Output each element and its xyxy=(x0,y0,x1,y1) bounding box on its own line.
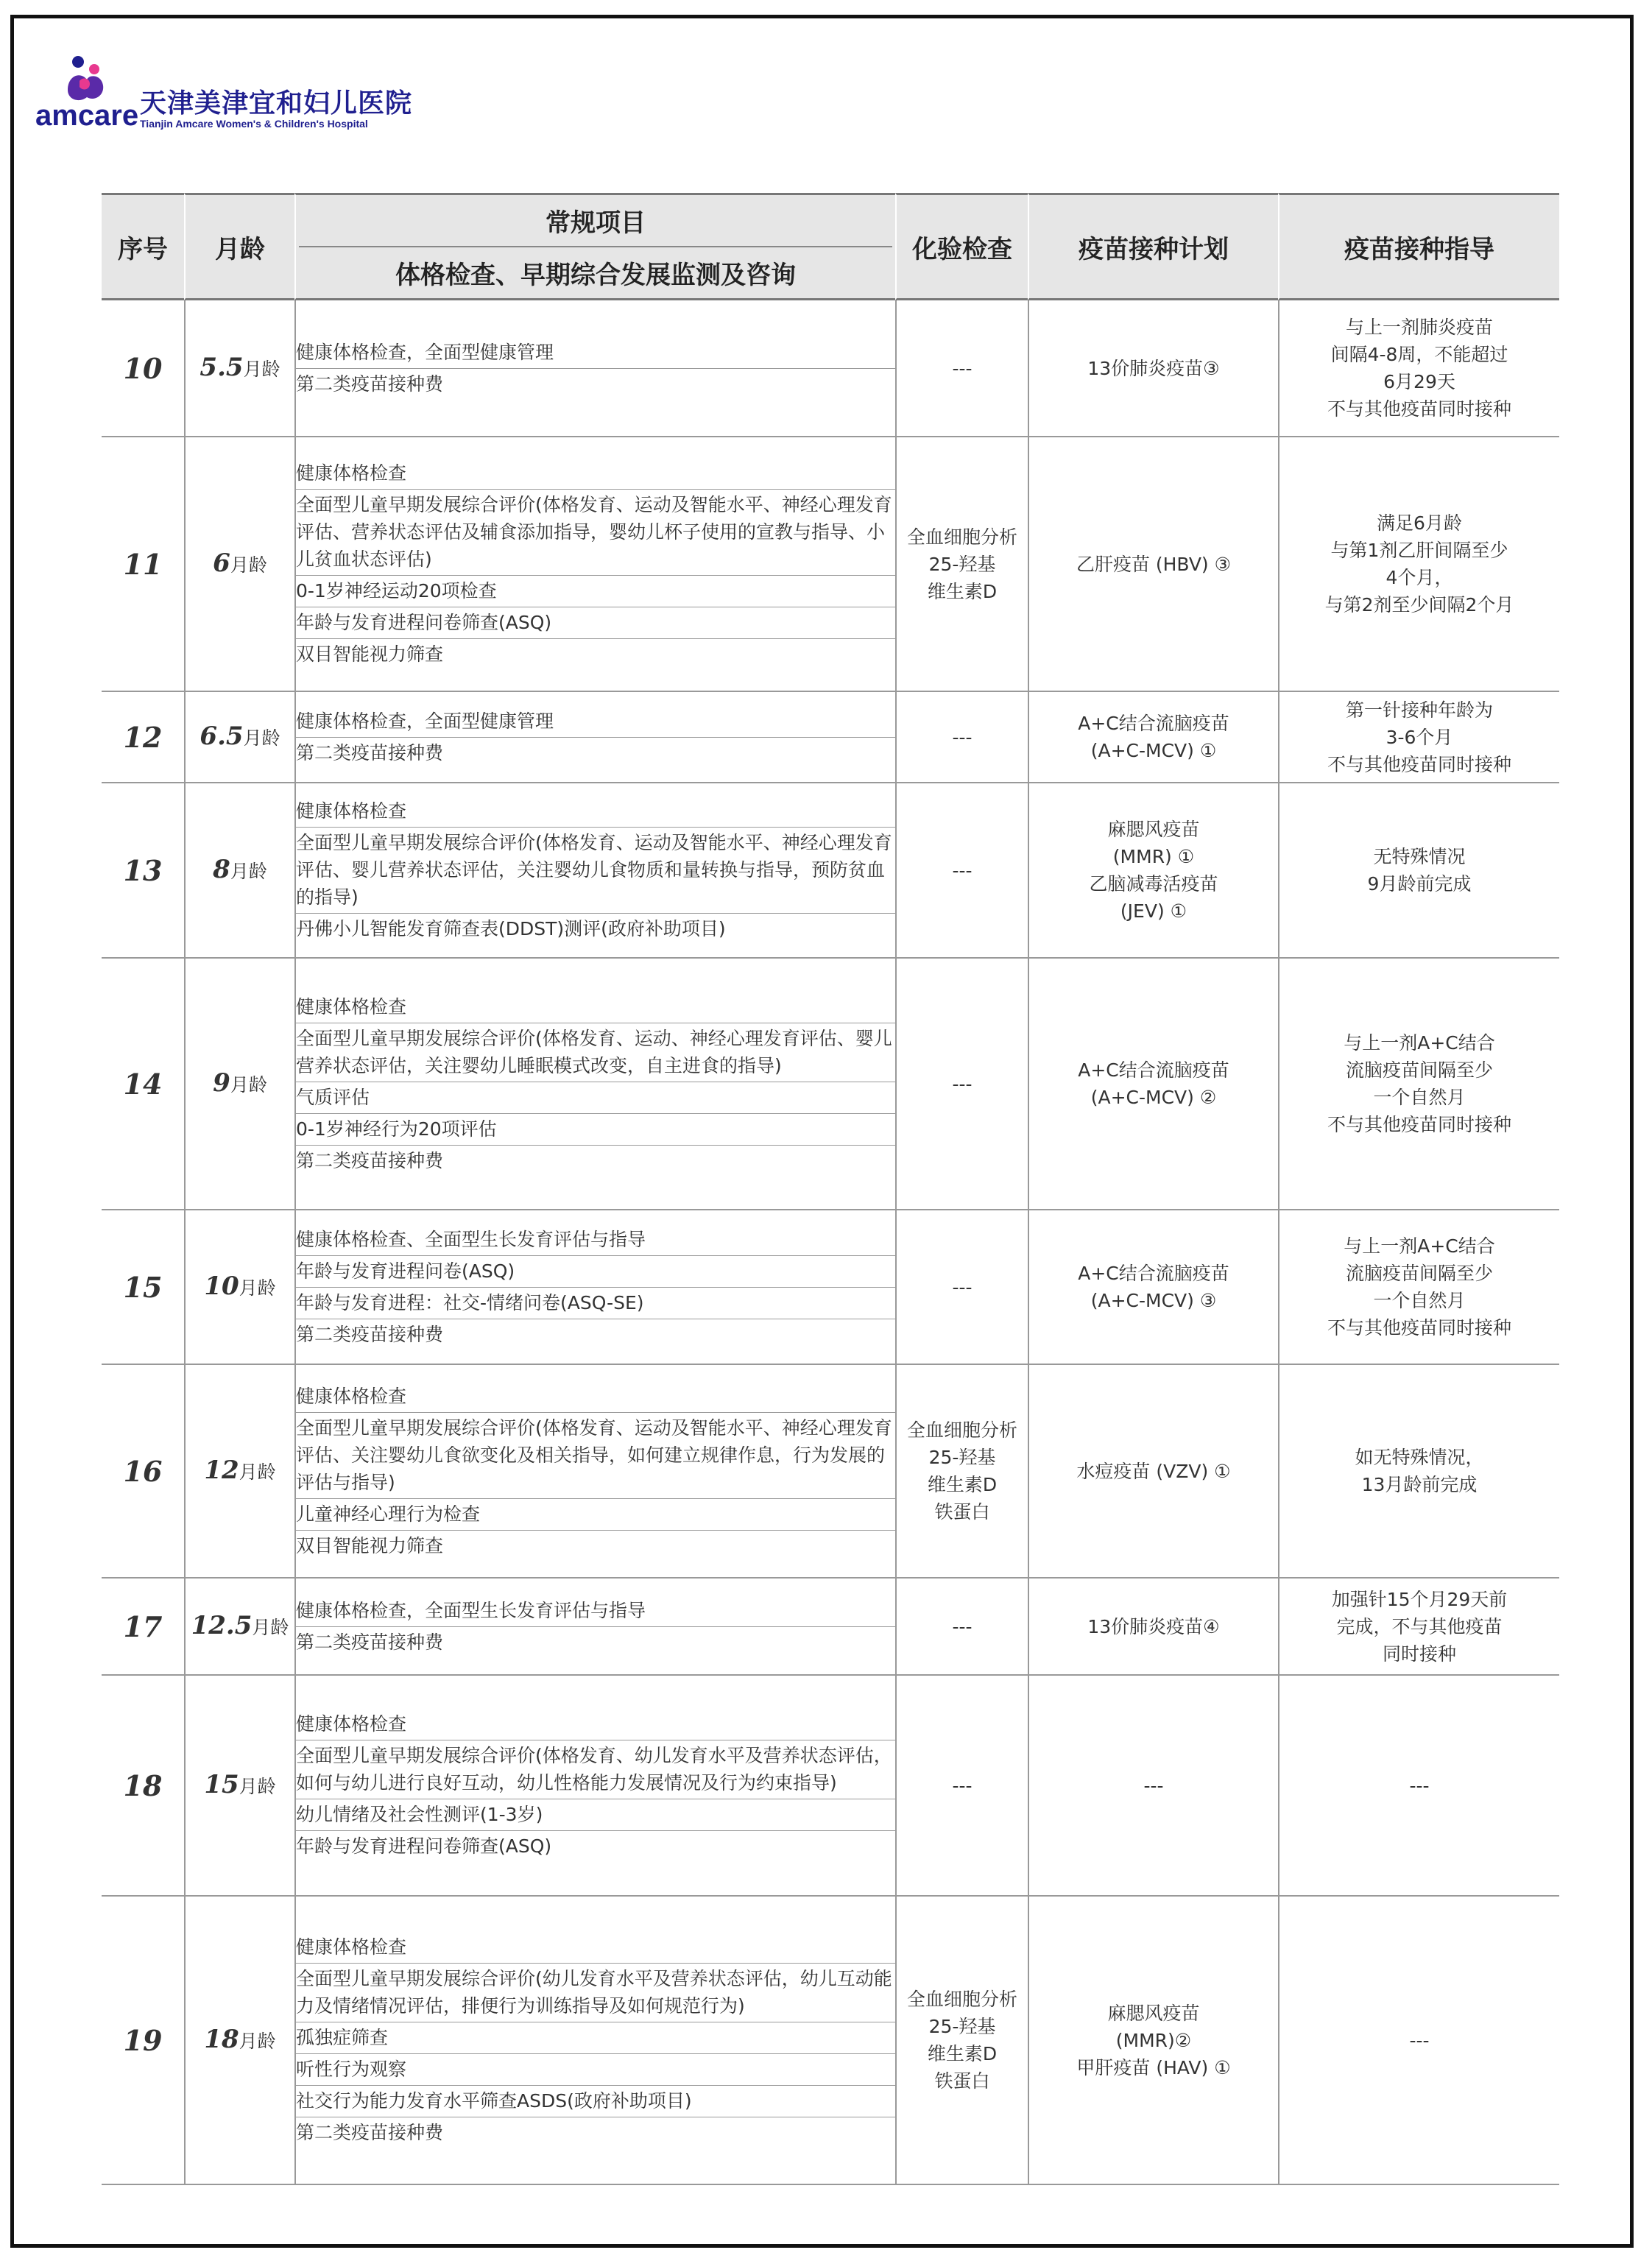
routine-item: 健康体格检查 xyxy=(296,796,895,828)
age-number: 9 xyxy=(213,1068,230,1098)
lab-tests xyxy=(895,1365,1028,1579)
age-unit: 月龄 xyxy=(239,2030,276,2052)
lab-tests-line: 维生素D xyxy=(927,580,998,602)
row-seq: 13 xyxy=(102,783,184,959)
row-seq: 12 xyxy=(102,692,184,783)
routine-items xyxy=(294,783,895,959)
header-age: 月龄 xyxy=(184,193,294,300)
lab-tests-line: --- xyxy=(952,1615,973,1637)
lab-tests-line: 维生素D xyxy=(927,1474,998,1495)
routine-item: 第二类疫苗接种费 xyxy=(296,1323,444,1345)
lab-tests-line: --- xyxy=(952,726,973,748)
routine-item: 健康体格检查 xyxy=(296,1932,895,1964)
lab-tests-line: 全血细胞分析 xyxy=(906,526,1017,548)
table-row xyxy=(102,692,1559,783)
vaccine-guide-line: 与第2剂至少间隔2个月 xyxy=(1324,594,1514,615)
vaccine-plan-line: A+C结合流脑疫苗 xyxy=(1078,713,1229,734)
vaccine-plan xyxy=(1028,1579,1278,1676)
lab-tests xyxy=(895,692,1028,783)
vaccine-guide-line: 4个月， xyxy=(1386,567,1453,588)
table-header-row xyxy=(102,193,1559,300)
routine-items xyxy=(294,1365,895,1579)
hospital-logo xyxy=(35,52,448,133)
vaccine-guide-line: 不与其他疫苗同时接种 xyxy=(1327,1114,1511,1135)
vaccine-plan-line: (MMR) ① xyxy=(1112,846,1195,867)
row-age xyxy=(184,300,294,437)
vaccine-plan xyxy=(1028,437,1278,692)
routine-item: 全面型儿童早期发展综合评价(体格发育、运动及智能水平、神经心理发育评估、关注婴幼儿食欲变化及相关指导，如何建立规律作息，行为发展的评估与指导) xyxy=(296,1413,895,1499)
amcare-logo-icon xyxy=(35,52,138,131)
age-unit: 月龄 xyxy=(230,1073,267,1096)
lab-tests-line: 维生素D xyxy=(927,2043,998,2064)
vaccine-plan-line: (A+C-MCV) ① xyxy=(1090,740,1217,761)
hospital-name-en: Tianjin Amcare Women's & Children's Hospital xyxy=(140,118,368,130)
routine-item: 第二类疫苗接种费 xyxy=(296,741,444,763)
routine-item: 第二类疫苗接种费 xyxy=(296,2122,444,2143)
row-seq: 18 xyxy=(102,1676,184,1897)
vaccine-guide-line: 与上一剂A+C结合 xyxy=(1344,1235,1495,1257)
lab-tests-line: 铁蛋白 xyxy=(934,2070,990,2092)
routine-items xyxy=(294,1897,895,2185)
row-seq: 19 xyxy=(102,1897,184,2185)
vaccine-guide-line: 流脑疫苗间隔至少 xyxy=(1345,1059,1493,1081)
vaccine-guide-line: 间隔4-8周，不能超过 xyxy=(1330,344,1508,365)
routine-item: 孤独症筛查 xyxy=(296,2022,895,2054)
table-row xyxy=(102,959,1559,1210)
header-routine-title: 常规项目 xyxy=(299,195,892,247)
vaccine-guide xyxy=(1278,1210,1559,1365)
vaccine-guide xyxy=(1278,959,1559,1210)
age-number: 15 xyxy=(204,1769,239,1799)
vaccine-plan-line: 13价肺炎疫苗③ xyxy=(1087,357,1220,379)
checkup-schedule-table xyxy=(102,193,1559,2185)
row-age xyxy=(184,959,294,1210)
vaccine-guide-line: 不与其他疫苗同时接种 xyxy=(1327,1317,1511,1338)
lab-tests-line: 全血细胞分析 xyxy=(906,1419,1017,1441)
vaccine-guide xyxy=(1278,1676,1559,1897)
routine-item: 社交行为能力发育水平筛查ASDS(政府补助项目) xyxy=(296,2086,895,2117)
routine-item: 健康体格检查，全面型生长发育评估与指导 xyxy=(296,1595,895,1627)
vaccine-guide xyxy=(1278,437,1559,692)
routine-items xyxy=(294,1676,895,1897)
vaccine-plan xyxy=(1028,692,1278,783)
vaccine-plan-line: (A+C-MCV) ③ xyxy=(1090,1290,1217,1311)
routine-item: 全面型儿童早期发展综合评价(体格发育、运动、神经心理发育评估、婴儿营养状态评估，关注婴幼儿睡眠模式改变，自主进食的指导) xyxy=(296,1023,895,1082)
lab-tests-line: 全血细胞分析 xyxy=(906,1989,1017,2010)
routine-item: 0-1岁神经运动20项检查 xyxy=(296,576,895,607)
table-row xyxy=(102,783,1559,959)
row-age xyxy=(184,437,294,692)
vaccine-guide xyxy=(1278,1365,1559,1579)
vaccine-plan-line: 麻腮风疫苗 xyxy=(1107,2002,1200,2024)
routine-item: 健康体格检查 xyxy=(296,1709,895,1740)
vaccine-guide-line: 加强针15个月29天前 xyxy=(1331,1588,1508,1610)
hospital-name-cn: 天津美津宜和妇儿医院 xyxy=(140,88,413,119)
lab-tests xyxy=(895,1897,1028,2185)
vaccine-plan-line: --- xyxy=(1143,1774,1164,1796)
row-seq: 17 xyxy=(102,1579,184,1676)
vaccine-plan-line: (A+C-MCV) ② xyxy=(1090,1087,1217,1108)
table-row xyxy=(102,1897,1559,2185)
header-routine xyxy=(294,193,895,300)
table-row xyxy=(102,1210,1559,1365)
age-number: 10 xyxy=(204,1271,239,1301)
vaccine-guide xyxy=(1278,1897,1559,2185)
lab-tests-line: 25-羟基 xyxy=(928,553,996,575)
table-row xyxy=(102,437,1559,692)
row-age xyxy=(184,1210,294,1365)
age-unit: 月龄 xyxy=(243,358,280,380)
row-age xyxy=(184,692,294,783)
routine-item: 气质评估 xyxy=(296,1082,895,1114)
vaccine-plan-line: 13价肺炎疫苗④ xyxy=(1087,1615,1220,1637)
vaccine-guide-line: 如无特殊情况， xyxy=(1355,1447,1484,1468)
routine-item: 儿童神经心理行为检查 xyxy=(296,1499,895,1531)
age-number: 12 xyxy=(204,1455,239,1485)
vaccine-plan xyxy=(1028,959,1278,1210)
age-unit: 月龄 xyxy=(239,1461,276,1483)
vaccine-guide-line: 13月龄前完成 xyxy=(1361,1474,1478,1495)
routine-item: 健康体格检查，全面型健康管理 xyxy=(296,706,895,738)
row-seq: 14 xyxy=(102,959,184,1210)
routine-item: 年龄与发育进程问卷(ASQ) xyxy=(296,1256,895,1288)
vaccine-plan-line: A+C结合流脑疫苗 xyxy=(1078,1263,1229,1284)
vaccine-plan-line: A+C结合流脑疫苗 xyxy=(1078,1059,1229,1081)
row-seq: 16 xyxy=(102,1365,184,1579)
lab-tests-line: --- xyxy=(952,357,973,379)
vaccine-guide-line: --- xyxy=(1409,2029,1430,2051)
age-number: 18 xyxy=(204,2024,239,2054)
header-routine-sub: 体格检查、早期综合发展监测及咨询 xyxy=(395,261,796,290)
vaccine-plan-line: 乙脑减毒活疫苗 xyxy=(1089,873,1218,895)
vaccine-guide-line: --- xyxy=(1409,1774,1430,1796)
header-vaccine-plan: 疫苗接种计划 xyxy=(1028,193,1278,300)
lab-tests xyxy=(895,959,1028,1210)
routine-items xyxy=(294,692,895,783)
vaccine-guide xyxy=(1278,783,1559,959)
vaccine-plan xyxy=(1028,300,1278,437)
vaccine-plan-line: (JEV) ① xyxy=(1120,900,1187,922)
lab-tests xyxy=(895,1210,1028,1365)
header-seq: 序号 xyxy=(102,193,184,300)
row-seq: 10 xyxy=(102,300,184,437)
vaccine-plan xyxy=(1028,1210,1278,1365)
routine-item: 0-1岁神经行为20项评估 xyxy=(296,1114,895,1146)
vaccine-guide-line: 与上一剂A+C结合 xyxy=(1344,1032,1495,1054)
lab-tests-line: --- xyxy=(952,859,973,881)
routine-item: 年龄与发育进程问卷筛查(ASQ) xyxy=(296,1835,552,1857)
age-unit: 月龄 xyxy=(252,1616,289,1638)
routine-item: 健康体格检查 xyxy=(296,1381,895,1413)
age-unit: 月龄 xyxy=(230,860,267,882)
lab-tests xyxy=(895,783,1028,959)
routine-item: 全面型儿童早期发展综合评价(幼儿发育水平及营养状态评估，幼儿互动能力及情绪情况评估，排便行为训练指导及如何规范行为) xyxy=(296,1964,895,2022)
vaccine-guide-line: 9月龄前完成 xyxy=(1367,873,1472,895)
header-lab: 化验检查 xyxy=(895,193,1028,300)
routine-item: 双目智能视力筛查 xyxy=(296,643,444,665)
lab-tests xyxy=(895,437,1028,692)
routine-items xyxy=(294,1210,895,1365)
routine-items xyxy=(294,1579,895,1676)
age-unit: 月龄 xyxy=(243,727,280,749)
row-age xyxy=(184,1897,294,2185)
age-unit: 月龄 xyxy=(239,1277,276,1299)
age-number: 6.5 xyxy=(200,721,244,751)
row-seq: 11 xyxy=(102,437,184,692)
routine-item: 健康体格检查，全面型健康管理 xyxy=(296,337,895,369)
table-row xyxy=(102,300,1559,437)
vaccine-guide-line: 无特殊情况 xyxy=(1373,846,1466,867)
routine-item: 全面型儿童早期发展综合评价(体格发育、幼儿发育水平及营养状态评估，如何与幼儿进行良好互动，幼儿性格能力发展情况及行为约束指导) xyxy=(296,1740,895,1799)
vaccine-guide-line: 满足6月龄 xyxy=(1377,512,1462,534)
vaccine-guide xyxy=(1278,692,1559,783)
routine-item: 幼儿情绪及社会性测评(1-3岁) xyxy=(296,1799,895,1831)
vaccine-guide-line: 完成，不与其他疫苗 xyxy=(1336,1615,1503,1637)
lab-tests xyxy=(895,300,1028,437)
lab-tests xyxy=(895,1579,1028,1676)
vaccine-guide-line: 6月29天 xyxy=(1383,371,1455,392)
routine-item: 健康体格检查 xyxy=(296,992,895,1023)
vaccine-guide-line: 不与其他疫苗同时接种 xyxy=(1327,398,1511,420)
lab-tests-line: --- xyxy=(952,1774,973,1796)
lab-tests-line: --- xyxy=(952,1276,973,1298)
vaccine-plan-line: 乙肝疫苗 (HBV) ③ xyxy=(1076,553,1232,575)
vaccine-plan xyxy=(1028,1897,1278,2185)
row-age xyxy=(184,1676,294,1897)
svg-text:amcare: amcare xyxy=(35,99,138,131)
vaccine-guide-line: 一个自然月 xyxy=(1373,1290,1466,1311)
routine-item: 年龄与发育进程问卷筛查(ASQ) xyxy=(296,607,895,639)
vaccine-plan-line: (MMR)② xyxy=(1115,2029,1192,2051)
routine-item: 丹佛小儿智能发育筛查表(DDST)测评(政府补助项目) xyxy=(296,918,726,939)
vaccine-guide-line: 流脑疫苗间隔至少 xyxy=(1345,1263,1493,1284)
vaccine-plan xyxy=(1028,1676,1278,1897)
routine-item: 健康体格检查、全面型生长发育评估与指导 xyxy=(296,1224,895,1256)
lab-tests-line: --- xyxy=(952,1073,973,1095)
row-age xyxy=(184,1365,294,1579)
age-number: 8 xyxy=(213,854,230,884)
vaccine-guide-line: 第一针接种年龄为 xyxy=(1345,699,1493,721)
vaccine-plan-line: 甲肝疫苗 (HAV) ① xyxy=(1076,2056,1231,2078)
age-number: 5.5 xyxy=(200,352,244,382)
lab-tests-line: 25-羟基 xyxy=(928,2016,996,2037)
routine-item: 双目智能视力筛查 xyxy=(296,1534,444,1556)
lab-tests-line: 25-羟基 xyxy=(928,1447,996,1468)
vaccine-guide-line: 同时接种 xyxy=(1382,1643,1456,1665)
table-row xyxy=(102,1365,1559,1579)
age-number: 6 xyxy=(213,548,230,578)
vaccine-guide xyxy=(1278,1579,1559,1676)
vaccine-guide-line: 不与其他疫苗同时接种 xyxy=(1327,753,1511,775)
vaccine-plan xyxy=(1028,783,1278,959)
vaccine-plan-line: 麻腮风疫苗 xyxy=(1107,819,1200,840)
routine-items xyxy=(294,300,895,437)
routine-item: 全面型儿童早期发展综合评价(体格发育、运动及智能水平、神经心理发育评估、营养状态评估及辅食添加指导，婴幼儿杯子使用的宣教与指导、小儿贫血状态评估) xyxy=(296,490,895,576)
vaccine-guide-line: 一个自然月 xyxy=(1373,1087,1466,1108)
routine-item: 第二类疫苗接种费 xyxy=(296,1631,444,1653)
age-unit: 月龄 xyxy=(239,1775,276,1797)
table-row xyxy=(102,1579,1559,1676)
vaccine-guide xyxy=(1278,300,1559,437)
vaccine-guide-line: 与第1剂乙肝间隔至少 xyxy=(1330,540,1508,561)
routine-item: 听性行为观察 xyxy=(296,2054,895,2086)
routine-item: 年龄与发育进程：社交-情绪问卷(ASQ-SE) xyxy=(296,1288,895,1319)
routine-item: 第二类疫苗接种费 xyxy=(296,1149,444,1171)
row-age xyxy=(184,1579,294,1676)
routine-item: 全面型儿童早期发展综合评价(体格发育、运动及智能水平、神经心理发育评估、婴儿营养状态评估，关注婴幼儿食物质和量转换与指导，预防贫血的指导) xyxy=(296,828,895,914)
vaccine-guide-line: 与上一剂肺炎疫苗 xyxy=(1345,317,1493,338)
routine-item: 健康体格检查 xyxy=(296,458,895,490)
lab-tests-line: 铁蛋白 xyxy=(934,1501,990,1523)
routine-items xyxy=(294,437,895,692)
vaccine-plan-line: 水痘疫苗 (VZV) ① xyxy=(1076,1460,1231,1482)
vaccine-guide-line: 3-6个月 xyxy=(1386,726,1453,748)
routine-items xyxy=(294,959,895,1210)
vaccine-plan xyxy=(1028,1365,1278,1579)
table-row xyxy=(102,1676,1559,1897)
row-age xyxy=(184,783,294,959)
row-seq: 15 xyxy=(102,1210,184,1365)
age-number: 12.5 xyxy=(191,1610,253,1640)
routine-item: 第二类疫苗接种费 xyxy=(296,373,444,395)
header-vaccine-guide: 疫苗接种指导 xyxy=(1278,193,1559,300)
lab-tests xyxy=(895,1676,1028,1897)
age-unit: 月龄 xyxy=(230,554,267,576)
